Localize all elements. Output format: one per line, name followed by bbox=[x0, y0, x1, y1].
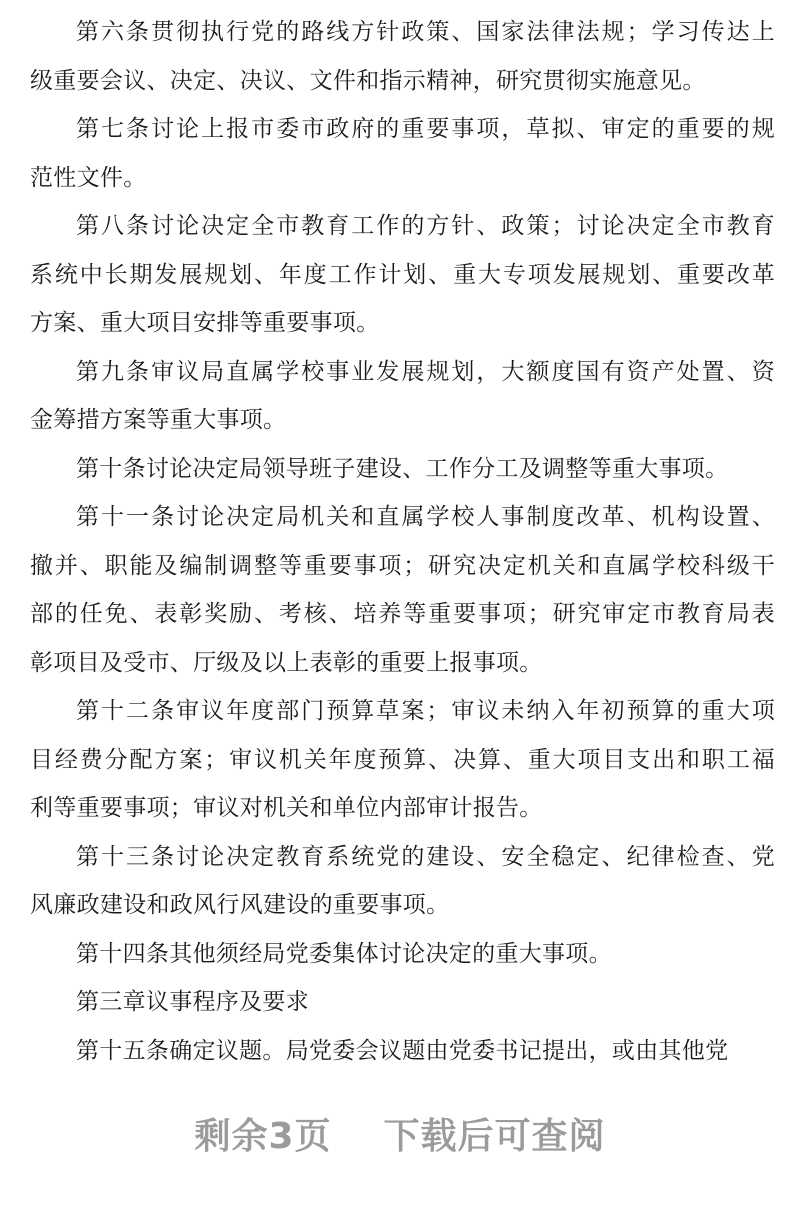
paragraph bbox=[30, 348, 775, 445]
paragraph bbox=[30, 687, 775, 833]
paragraph-line: 撤并、职能及编制调整等重要事项；研究决定机关和直属学校科级干 bbox=[30, 552, 775, 579]
paragraph bbox=[30, 8, 775, 105]
paragraph-line: 系统中长期发展规划、年度工作计划、重大专项发展规划、重要改革 bbox=[30, 261, 775, 288]
paragraph-line: 第三章议事程序及要求 bbox=[76, 989, 309, 1015]
remaining-pages-label: 剩余3页 bbox=[194, 1116, 332, 1157]
paragraph-line: 部的任免、表彰奖励、考核、培养等重要事项；研究审定市教育局表 bbox=[30, 601, 775, 627]
paragraph bbox=[30, 493, 775, 687]
paragraph bbox=[30, 445, 775, 494]
paragraph-line: 风廉政建设和政风行风建设的重要事项。 bbox=[30, 892, 450, 918]
paragraph-line: 第六条贯彻执行党的路线方针政策、国家法律法规；学习传达上 bbox=[76, 19, 775, 45]
paragraph-line: 目经费分配方案；审议机关年度预算、决算、重大项目支出和职工福 bbox=[30, 746, 775, 773]
document-body bbox=[30, 8, 775, 1075]
paragraph-line: 第十四条其他须经局党委集体讨论决定的重大事项。 bbox=[76, 940, 612, 967]
paragraph bbox=[30, 978, 775, 1027]
paragraph-line: 利等重要事项；审议对机关和单位内部审计报告。 bbox=[30, 795, 543, 821]
paragraph bbox=[30, 1027, 775, 1076]
paragraph-line: 第七条讨论上报市委市政府的重要事项，草拟、审定的重要的规 bbox=[76, 116, 775, 142]
paragraph-line: 方案、重大项目安排等重要事项。 bbox=[30, 310, 380, 336]
paragraph-line: 彰项目及受市、厅级及以上表彰的重要上报事项。 bbox=[30, 649, 543, 676]
paragraph bbox=[30, 202, 775, 348]
paragraph-line: 第十三条讨论决定教育系统党的建设、安全稳定、纪律检查、党 bbox=[76, 843, 775, 870]
paragraph bbox=[30, 833, 775, 930]
paragraph-line: 级重要会议、决定、决议、文件和指示精神，研究贯彻实施意见。 bbox=[30, 67, 706, 94]
paragraph-line: 第十一条讨论决定局机关和直属学校人事制度改革、机构设置、 bbox=[76, 504, 775, 530]
paragraph-line: 第八条讨论决定全市教育工作的方针、政策；讨论决定全市教育 bbox=[76, 213, 775, 239]
paragraph-line: 金筹措方案等重大事项。 bbox=[30, 407, 287, 433]
paragraph-line: 范性文件。 bbox=[30, 164, 147, 191]
download-hint-label: 下载后可查阅 bbox=[383, 1116, 606, 1157]
download-banner[interactable] bbox=[0, 1108, 800, 1159]
paragraph-line: 第九条审议局直属学校事业发展规划，大额度国有资产处置、资 bbox=[76, 358, 775, 385]
paragraph bbox=[30, 105, 775, 202]
paragraph-line: 第十二条审议年度部门预算草案；审议未纳入年初预算的重大项 bbox=[76, 698, 775, 724]
paragraph-line: 第十五条确定议题。局党委会议题由党委书记提出，或由其他党 bbox=[76, 1037, 729, 1064]
paragraph-line: 第十条讨论决定局领导班子建设、工作分工及调整等重大事项。 bbox=[76, 455, 729, 482]
paragraph bbox=[30, 930, 775, 979]
